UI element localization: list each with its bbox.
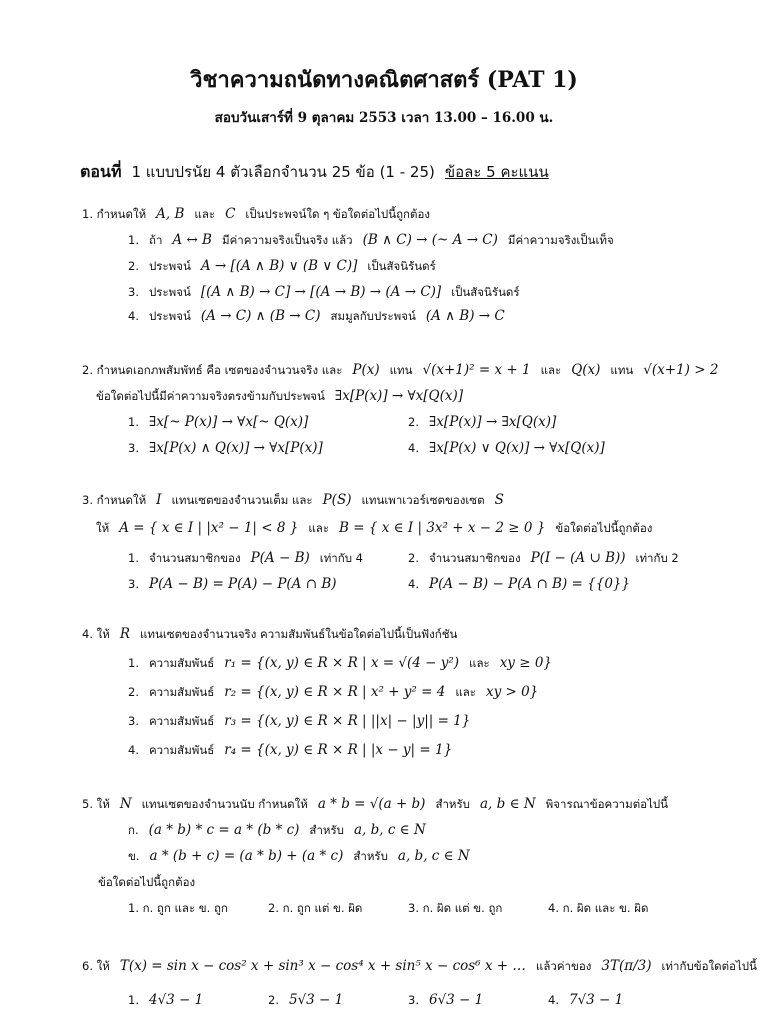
q6-stem-math: T(x) = sin x − cos² x + sin³ x − cos⁴ x + sin⁵ x − cos⁶ x + … (119, 958, 526, 974)
option-number: 4. (548, 993, 559, 1007)
question-2-stem (82, 362, 718, 380)
option-math: r₂ = {(x, y) ∈ R × R | x² + y² = 4 (224, 684, 446, 700)
question-1-option-4 (128, 308, 505, 326)
question-5-option-4 (548, 900, 648, 918)
option-number: 3. (128, 285, 139, 299)
q1-stem-math-c: C (225, 206, 236, 222)
question-3-stem (82, 492, 504, 510)
option-number: 2. (268, 993, 279, 1007)
option-math: ∃x[P(x) ∨ Q(x)] → ∀x[Q(x)] (428, 440, 605, 456)
exam-subtitle: สอบวันเสาร์ที่ 9 ตุลาคม 2553 เวลา 13.00 – 16.00 น. (214, 110, 554, 126)
question-2-option-3 (128, 440, 323, 456)
option-number: 3. (128, 441, 139, 455)
exam-title: วิชาความถนัดทางคณิตศาสตร์ (PAT 1) (190, 67, 578, 93)
question-3-option-3 (128, 576, 337, 592)
option-text: และ (469, 656, 490, 670)
option-number: 4. (128, 743, 139, 757)
question-4-stem (82, 626, 457, 644)
option-math: ∃x[~ P(x)] → ∀x[~ Q(x)] (148, 414, 309, 430)
option-text: ถ้า (148, 233, 163, 247)
q3-stem-math: S (494, 492, 504, 508)
q2-stem-math: P(x) (352, 362, 380, 378)
q3-stem-math: P(S) (322, 492, 352, 508)
q3-stem-text: ให้ (96, 521, 110, 535)
question-5-option-1 (128, 900, 228, 918)
statement-label: ข. (128, 849, 140, 863)
q5-prompt-text: ข้อใดต่อไปนี้ถูกต้อง (98, 875, 196, 889)
q5-stem-math: N (119, 796, 132, 812)
q2-stem-math: ∃x[P(x)] → ∀x[Q(x)] (334, 388, 463, 404)
q2-stem-text: แทน (610, 363, 634, 377)
section-heading (80, 160, 549, 185)
option-text: และ (455, 685, 476, 699)
option-number: 1. (128, 415, 139, 429)
option-text: ความสัมพันธ์ (148, 656, 215, 670)
option-math: (A ∧ B) → C (425, 308, 505, 324)
option-math: 7√3 − 1 (568, 992, 624, 1008)
question-4-option-4 (128, 742, 452, 760)
q6-stem-math: 3T(π/3) (601, 958, 652, 974)
option-number: 4. (128, 309, 139, 323)
option-text: ประพจน์ (148, 285, 191, 299)
option-number: 2. (408, 551, 419, 565)
option-math: P(A − B) (250, 550, 310, 566)
question-3-option-4 (408, 576, 630, 592)
option-text: 2. ก. ถูก แต่ ข. ผิด (268, 901, 363, 915)
question-6-option-3 (408, 992, 483, 1008)
option-text: เป็นสัจนิรันดร์ (367, 259, 436, 273)
option-math: 6√3 − 1 (428, 992, 484, 1008)
question-2-option-2 (408, 414, 556, 430)
statement-math: a, b, c ∈ N (397, 848, 470, 864)
option-text: จำนวนสมาชิกของ (148, 551, 241, 565)
option-number: 4. (408, 577, 419, 591)
option-number: 3. (128, 714, 139, 728)
question-2-option-1 (128, 414, 308, 430)
question-1-option-1 (128, 232, 614, 250)
option-text: ความสัมพันธ์ (148, 714, 215, 728)
option-text: จำนวนสมาชิกของ (428, 551, 521, 565)
statement-label: ก. (128, 823, 139, 837)
option-text: สมมูลกับประพจน์ (330, 309, 416, 323)
option-math: xy ≥ 0} (499, 655, 552, 671)
option-text: เป็นสัจนิรันดร์ (451, 285, 520, 299)
q3-stem-math: A = { x ∈ I | |x² − 1| < 8 } (119, 520, 299, 536)
question-3-option-2 (408, 550, 679, 568)
statement-math: a * (b + c) = (a * b) + (a * c) (149, 848, 344, 864)
option-number: 2. (408, 415, 419, 429)
question-1-option-2 (128, 258, 436, 276)
question-2-option-4 (408, 440, 605, 456)
q1-stem-text-c: เป็นประพจน์ใด ๆ ข้อใดต่อไปนี้ถูกต้อง (245, 207, 430, 221)
q3-stem-text: 3. กำหนดให้ (82, 493, 147, 507)
q1-stem-math-a: A, B (156, 206, 185, 222)
option-math: xy > 0} (485, 684, 539, 700)
option-math: 4√3 − 1 (148, 992, 204, 1008)
option-math: ∃x[P(x) ∧ Q(x)] → ∀x[P(x)] (148, 440, 323, 456)
statement-math: (a * b) * c = a * (b * c) (148, 822, 300, 838)
q2-stem-text: ข้อใดต่อไปนี้มีค่าความจริงตรงข้ามกับประพจน์ (96, 389, 325, 403)
option-math: [(A ∧ B) → C] → [(A → B) → (A → C)] (200, 284, 442, 300)
q2-stem-text: 2. กำหนดเอกภพสัมพัทธ์ คือ เซตของจำนวนจริง และ (82, 363, 343, 377)
option-text: มีค่าความจริงเป็นจริง แล้ว (221, 233, 353, 247)
question-4-option-3 (128, 713, 470, 731)
q3-stem-math: I (156, 492, 162, 508)
q3-stem-text: และ (308, 521, 329, 535)
q3-stem-math: B = { x ∈ I | 3x² + x − 2 ≥ 0 } (339, 520, 546, 536)
option-math: P(I − (A ∪ B)) (530, 550, 626, 566)
q2-stem-text: และ (540, 363, 562, 377)
section-score: ข้อละ 5 คะแนน (444, 163, 549, 181)
option-text: 3. ก. ผิด แต่ ข. ถูก (408, 901, 503, 915)
q3-stem-text: ข้อใดต่อไปนี้ถูกต้อง (555, 521, 653, 535)
section-part-label: ตอนที่ (80, 162, 122, 181)
statement-math: a, b, c ∈ N (353, 822, 426, 838)
question-5-prompt (98, 874, 195, 892)
q6-stem-text: เท่ากับข้อใดต่อไปนี้ (661, 959, 757, 973)
question-3-option-1 (128, 550, 363, 568)
option-number: 2. (128, 259, 139, 273)
question-5-option-3 (408, 900, 502, 918)
option-text: เท่ากับ 4 (319, 551, 363, 565)
option-math: P(A − B) = P(A) − P(A ∩ B) (148, 576, 337, 592)
option-number: 2. (128, 685, 139, 699)
q5-stem-text: แทนเซตของจำนวนนับ กำหนดให้ (141, 797, 308, 811)
option-number: 3. (128, 577, 139, 591)
q3-stem-text: แทนเพาเวอร์เซตของเซต (361, 493, 485, 507)
question-6-option-2 (268, 992, 343, 1008)
section-description: 1 แบบปรนัย 4 ตัวเลือกจำนวน 25 ข้อ (1 - 25) (131, 163, 435, 181)
option-number: 3. (408, 993, 419, 1007)
option-math: (A → C) ∧ (B → C) (200, 308, 321, 324)
q2-stem-text: แทน (389, 363, 413, 377)
question-6-option-4 (548, 992, 623, 1008)
question-2-stem-line-2 (96, 388, 463, 406)
question-1-stem (82, 206, 430, 224)
question-5-stem (82, 796, 668, 814)
q2-stem-math: √(x+1)² = x + 1 (422, 362, 531, 378)
question-1-option-3 (128, 284, 520, 302)
option-text: 1. ก. ถูก และ ข. ถูก (128, 901, 228, 915)
q6-stem-text: แล้วค่าของ (535, 959, 592, 973)
q3-stem-text: แทนเซตของจำนวนเต็ม และ (171, 493, 313, 507)
question-5-option-2 (268, 900, 362, 918)
option-text: เท่ากับ 2 (635, 551, 679, 565)
q2-stem-math: √(x+1) > 2 (643, 362, 719, 378)
question-6-option-1 (128, 992, 203, 1008)
option-math: A ↔ B (172, 232, 212, 248)
q5-stem-text: พิจารณาข้อความต่อไปนี้ (545, 797, 669, 811)
option-math: A → [(A ∧ B) ∨ (B ∨ C)] (200, 258, 358, 274)
question-5-statement-a (128, 822, 426, 840)
option-math: r₃ = {(x, y) ∈ R × R | ||x| − |y|| = 1} (224, 713, 471, 729)
question-4-option-1 (128, 655, 552, 673)
q5-stem-math: a * b = √(a + b) (317, 796, 426, 812)
option-text: 4. ก. ผิด และ ข. ผิด (548, 901, 649, 915)
q4-stem-text: แทนเซตของจำนวนจริง ความสัมพันธ์ในข้อใดต่อไปนี้เป็นฟังก์ชัน (140, 627, 458, 641)
option-number: 1. (128, 993, 139, 1007)
option-text: ความสัมพันธ์ (148, 685, 215, 699)
option-number: 1. (128, 233, 139, 247)
option-number: 1. (128, 551, 139, 565)
option-number: 1. (128, 656, 139, 670)
q5-stem-text: สำหรับ (435, 797, 470, 811)
q4-stem-text: 4. ให้ (82, 627, 110, 641)
option-math: 5√3 − 1 (288, 992, 344, 1008)
question-6-stem (82, 958, 757, 976)
q5-stem-text: 5. ให้ (82, 797, 110, 811)
option-math: r₄ = {(x, y) ∈ R × R | |x − y| = 1} (224, 742, 453, 758)
option-text: ประพจน์ (148, 259, 191, 273)
question-3-stem-line-2 (96, 520, 652, 538)
option-math: ∃x[P(x)] → ∃x[Q(x)] (428, 414, 557, 430)
question-5-statement-b (128, 848, 470, 866)
option-text: ความสัมพันธ์ (148, 743, 215, 757)
statement-text: สำหรับ (309, 823, 344, 837)
q1-stem-text-b: และ (194, 207, 216, 221)
question-4-option-2 (128, 684, 538, 702)
option-number: 4. (408, 441, 419, 455)
q6-stem-text: 6. ให้ (82, 959, 110, 973)
q2-stem-math: Q(x) (571, 362, 601, 378)
option-text: ประพจน์ (148, 309, 191, 323)
option-math: r₁ = {(x, y) ∈ R × R | x = √(4 − y²) (224, 655, 460, 671)
q5-stem-math: a, b ∈ N (480, 796, 536, 812)
statement-text: สำหรับ (353, 849, 388, 863)
option-text: มีค่าความจริงเป็นเท็จ (507, 233, 614, 247)
option-math: (B ∧ C) → (~ A → C) (362, 232, 498, 248)
option-math: P(A − B) − P(A ∩ B) = {{0}} (428, 576, 631, 592)
q4-stem-math: R (119, 626, 130, 642)
q1-stem-text-a: 1. กำหนดให้ (82, 207, 147, 221)
